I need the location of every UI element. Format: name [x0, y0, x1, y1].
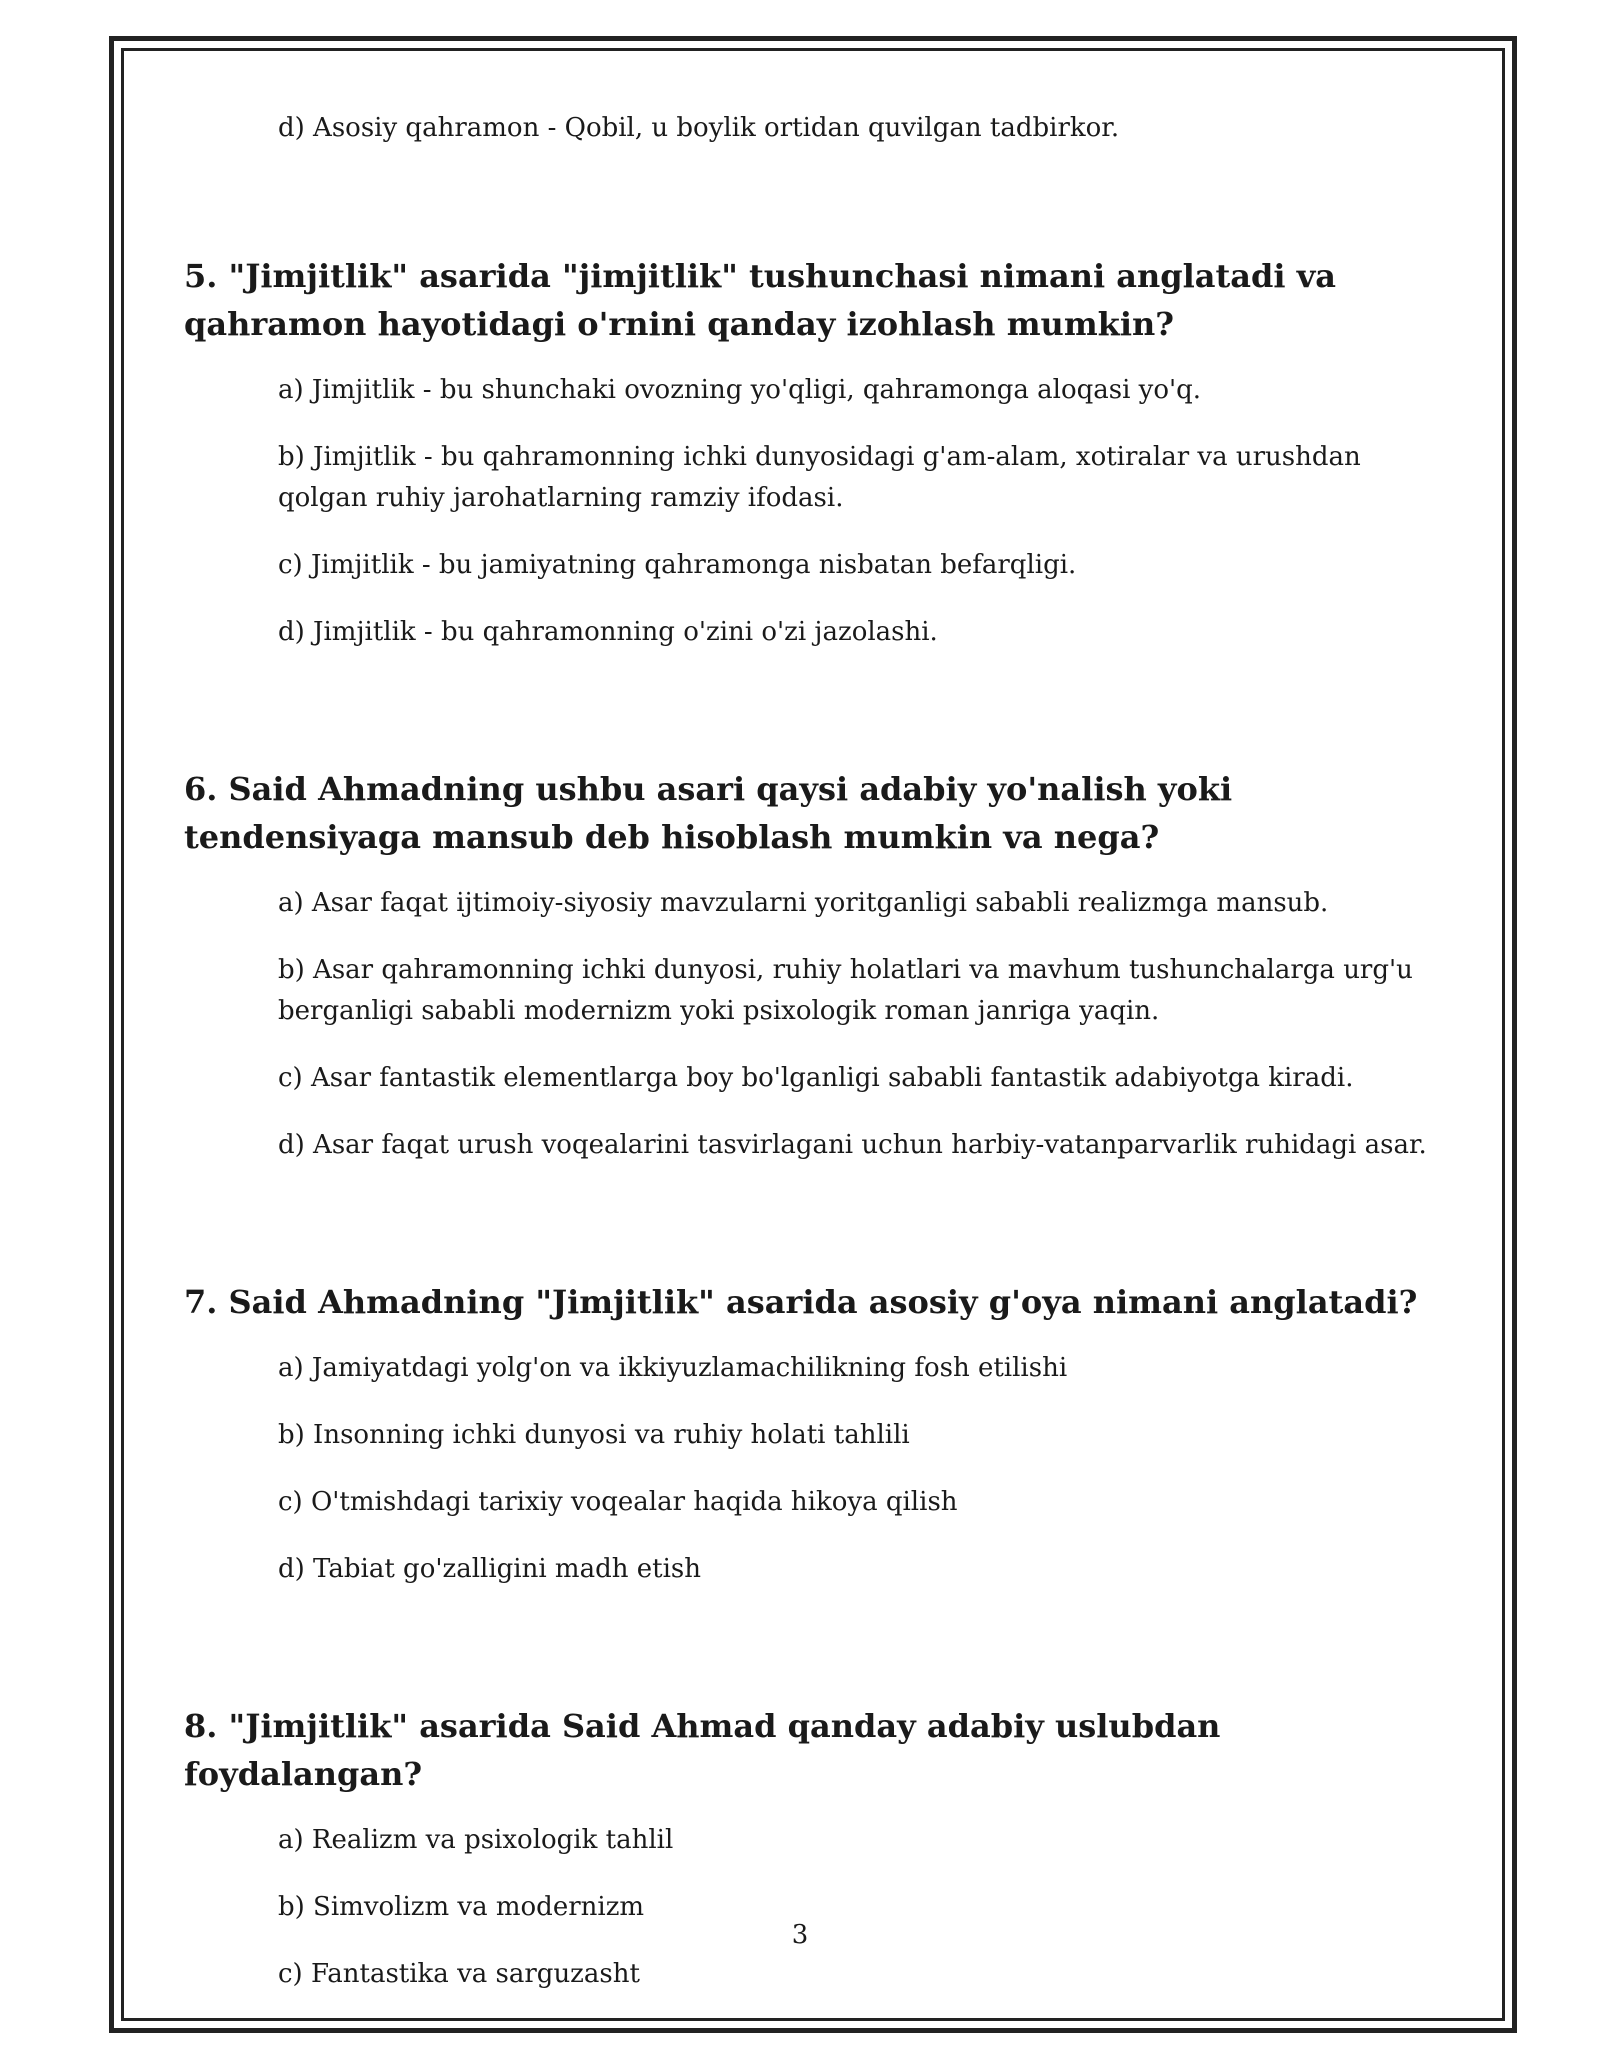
option-q7-b: b) Insonning ichki dunyosi va ruhiy holati tahlili [278, 1420, 910, 1450]
option-q5-b: b) Jimjitlik - bu qahramonning ichki dunyosidagi g'am-alam, xotiralar va urushdan qolgan ruhiy jarohatlarning ramziy ifodasi. [278, 442, 1361, 513]
option-q6-d: d) Asar faqat urush voqealarini tasvirlagani uchun harbiy-vatanparvarlik ruhidagi asar. [278, 1130, 1427, 1160]
question-7-text: 7. Said Ahmadning "Jimjitlik" asarida asosiy g'oya nimani anglatadi? [184, 1283, 1418, 1321]
question-8 [184, 1702, 1444, 1995]
option-q8-a: a) Realizm va psixologik tahlil [278, 1825, 674, 1855]
option-q4-d: d) Asosiy qahramon - Qobil, u boylik ortidan quvilgan tadbirkor. [278, 113, 1120, 143]
question-5-text: 5. "Jimjitlik" asarida "jimjitlik" tushunchasi nimani anglatadi va qahramon hayotidagi o'rnini qanday izohlash mumkin? [184, 257, 1337, 343]
question-5 [184, 252, 1444, 653]
question-8-text: 8. "Jimjitlik" asarida Said Ahmad qanday adabiy uslubdan foydalangan? [184, 1707, 1221, 1793]
page-number: 3 [791, 1920, 809, 1950]
question-6 [184, 765, 1444, 1166]
option-q7-a: a) Jamiyatdagi yolg'on va ikkiyuzlamachilikning fosh etilishi [278, 1353, 1068, 1383]
question-7 [184, 1278, 1444, 1590]
option-q5-a: a) Jimjitlik - bu shunchaki ovozning yo'qligi, qahramonga aloqasi yo'q. [278, 375, 1202, 405]
document-content [184, 108, 1444, 2021]
option-q6-c: c) Asar fantastik elementlarga boy bo'lganligi sababli fantastik adabiyotga kiradi. [278, 1063, 1354, 1093]
option-q5-d: d) Jimjitlik - bu qahramonning o'zini o'zi jazolashi. [278, 617, 938, 647]
option-q8-c: c) Fantastika va sarguzasht [278, 1959, 640, 1989]
question-6-text: 6. Said Ahmadning ushbu asari qaysi adabiy yo'nalish yoki tendensiyaga mansub deb hisoblash mumkin va nega? [184, 770, 1233, 856]
option-q7-c: c) O'tmishdagi tarixiy voqealar haqida hikoya qilish [278, 1487, 958, 1517]
option-q5-c: c) Jimjitlik - bu jamiyatning qahramonga nisbatan befarqligi. [278, 550, 1077, 580]
option-q6-a: a) Asar faqat ijtimoiy-siyosiy mavzularni yoritganligi sababli realizmga mansub. [278, 888, 1329, 918]
option-q6-b: b) Asar qahramonning ichki dunyosi, ruhiy holatlari va mavhum tushunchalarga urg'u berganligi sababli modernizm yoki psixologik roman janriga yaqin. [278, 955, 1413, 1026]
option-q8-b: b) Simvolizm va modernizm [278, 1892, 645, 1922]
option-q7-d: d) Tabiat go'zalligini madh etish [278, 1554, 701, 1584]
